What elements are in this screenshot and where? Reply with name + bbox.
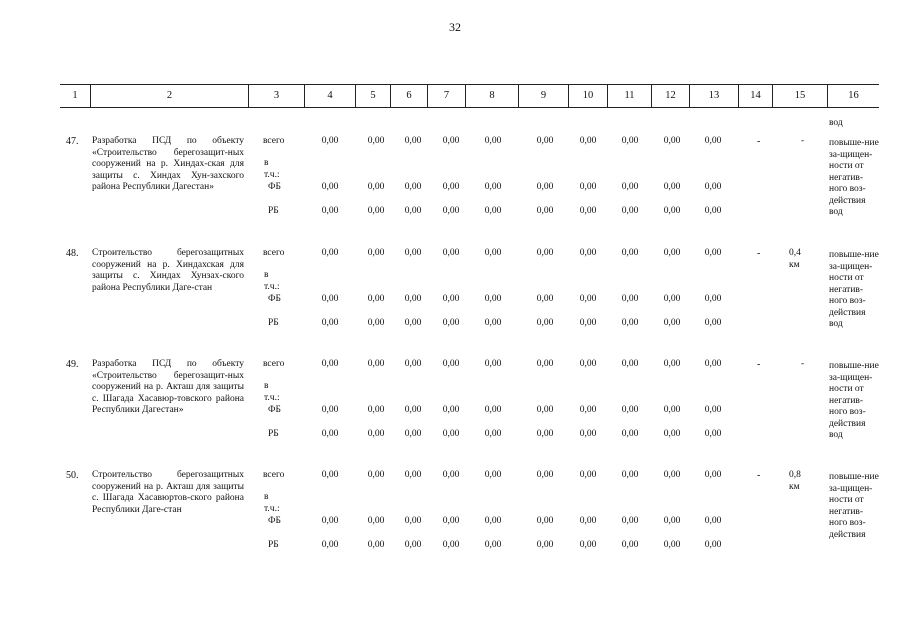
value-cell: 0,00 (367, 429, 385, 439)
row-label-1: в т.ч.: (264, 270, 280, 292)
col15-value: - (801, 359, 805, 369)
value-cell: 0,00 (442, 182, 460, 192)
row-label-3: РБ (268, 429, 279, 439)
value-cell: 0,00 (663, 182, 681, 192)
value-cell: 0,00 (704, 318, 722, 328)
col-header-3: 3 (248, 85, 304, 107)
col-header-4: 4 (304, 85, 355, 107)
value-cell: 0,00 (663, 248, 681, 258)
value-cell: 0,00 (442, 516, 460, 526)
value-cell: 0,00 (536, 294, 554, 304)
value-cell: 0,00 (621, 470, 639, 480)
value-cell: 0,00 (536, 516, 554, 526)
col-header-9: 9 (518, 85, 568, 107)
row-label-3: РБ (268, 318, 279, 328)
row-label-2: ФБ (268, 516, 281, 526)
value-cell: 0,00 (321, 516, 339, 526)
col-header-6: 6 (390, 85, 427, 107)
col-header-5: 5 (355, 85, 390, 107)
value-cell: 0,00 (704, 136, 722, 146)
value-cell: 0,00 (663, 516, 681, 526)
col14-value: - (757, 248, 761, 259)
value-cell: 0,00 (579, 318, 597, 328)
value-cell: 0,00 (442, 248, 460, 258)
value-cell: 0,00 (484, 248, 502, 258)
value-cell: 0,00 (321, 405, 339, 415)
value-cell: 0,00 (404, 206, 422, 216)
row-label-1: в т.ч.: (264, 381, 280, 403)
value-cell: 0,00 (484, 470, 502, 480)
value-cell: 0,00 (367, 359, 385, 369)
value-cell: 0,00 (442, 206, 460, 216)
value-cell: 0,00 (579, 470, 597, 480)
value-cell: 0,00 (442, 405, 460, 415)
value-cell: 0,00 (663, 318, 681, 328)
value-cell: 0,00 (536, 405, 554, 415)
value-cell: 0,00 (621, 182, 639, 192)
value-cell: 0,00 (704, 516, 722, 526)
value-cell: 0,00 (484, 294, 502, 304)
col-header-8: 8 (465, 85, 518, 107)
value-cell: 0,00 (621, 318, 639, 328)
value-cell: 0,00 (321, 248, 339, 258)
value-cell: 0,00 (579, 136, 597, 146)
value-cell: 0,00 (579, 516, 597, 526)
value-cell: 0,00 (579, 248, 597, 258)
value-cell: 0,00 (663, 136, 681, 146)
value-cell: 0,00 (442, 294, 460, 304)
value-cell: 0,00 (367, 318, 385, 328)
value-cell: 0,00 (704, 206, 722, 216)
value-cell: 0,00 (484, 540, 502, 550)
value-cell: 0,00 (367, 405, 385, 415)
value-cell: 0,00 (536, 470, 554, 480)
value-cell: 0,00 (404, 248, 422, 258)
col15-value: - (801, 136, 805, 146)
col-header-1: 1 (72, 90, 78, 101)
value-cell: 0,00 (321, 470, 339, 480)
value-cell: 0,00 (621, 359, 639, 369)
row-label-2: ФБ (268, 294, 281, 304)
col-header-14: 14 (738, 85, 772, 107)
value-cell: 0,00 (621, 294, 639, 304)
value-cell: 0,00 (579, 294, 597, 304)
value-cell: 0,00 (536, 540, 554, 550)
value-cell: 0,00 (704, 470, 722, 480)
col-header-16: 16 (827, 85, 879, 107)
value-cell: 0,00 (663, 405, 681, 415)
value-cell: 0,00 (621, 405, 639, 415)
value-cell: 0,00 (579, 429, 597, 439)
value-cell: 0,00 (484, 405, 502, 415)
value-cell: 0,00 (579, 182, 597, 192)
col-header-11: 11 (607, 85, 651, 107)
row-label-0: всего (263, 359, 285, 369)
value-cell: 0,00 (321, 182, 339, 192)
value-cell: 0,00 (536, 182, 554, 192)
value-cell: 0,00 (404, 405, 422, 415)
value-cell: 0,00 (621, 429, 639, 439)
row-index: 50. (66, 470, 79, 481)
value-cell: 0,00 (621, 206, 639, 216)
value-cell: 0,00 (579, 405, 597, 415)
value-cell: 0,00 (484, 318, 502, 328)
top-continuation: вод (829, 118, 843, 128)
row-result: повыше-ние за-щищен-ности от негатив-ного воз-действия вод (829, 138, 879, 217)
value-cell: 0,00 (321, 136, 339, 146)
value-cell: 0,00 (367, 470, 385, 480)
col-header-7: 7 (427, 85, 465, 107)
value-cell: 0,00 (484, 136, 502, 146)
row-label-2: ФБ (268, 405, 281, 415)
value-cell: 0,00 (536, 248, 554, 258)
value-cell: 0,00 (442, 318, 460, 328)
value-cell: 0,00 (579, 359, 597, 369)
row-description: Разработка ПСД по объекту «Строительство берегозащит-ных сооружений на р. Хиндах-ская для защиты с. Хиндах Хун-захского района Республики Дагестан» (92, 136, 244, 192)
row-label-3: РБ (268, 206, 279, 216)
value-cell: 0,00 (404, 540, 422, 550)
row-label-1: в т.ч.: (264, 158, 280, 180)
value-cell: 0,00 (663, 540, 681, 550)
value-cell: 0,00 (621, 136, 639, 146)
value-cell: 0,00 (663, 429, 681, 439)
value-cell: 0,00 (621, 516, 639, 526)
value-cell: 0,00 (704, 429, 722, 439)
value-cell: 0,00 (442, 470, 460, 480)
value-cell: 0,00 (442, 429, 460, 439)
row-label-3: РБ (268, 540, 279, 550)
value-cell: 0,00 (484, 359, 502, 369)
value-cell: 0,00 (404, 136, 422, 146)
value-cell: 0,00 (663, 294, 681, 304)
value-cell: 0,00 (442, 540, 460, 550)
value-cell: 0,00 (579, 540, 597, 550)
row-index: 47. (66, 136, 79, 147)
value-cell: 0,00 (663, 470, 681, 480)
value-cell: 0,00 (704, 405, 722, 415)
value-cell: 0,00 (484, 182, 502, 192)
value-cell: 0,00 (536, 359, 554, 369)
table-header (60, 84, 879, 108)
col15-value: 0,8 км (789, 470, 801, 492)
value-cell: 0,00 (404, 318, 422, 328)
row-description: Разработка ПСД по объекту «Строительство берегозащит-ных сооружений на р. Акташ для защиты с. Шагада Хасавюр-товского района Республики Дагестан» (92, 359, 244, 415)
row-label-0: всего (263, 470, 285, 480)
value-cell: 0,00 (404, 294, 422, 304)
row-label-1: в т.ч.: (264, 492, 280, 514)
value-cell: 0,00 (321, 318, 339, 328)
value-cell: 0,00 (367, 206, 385, 216)
row-label-0: всего (263, 136, 285, 146)
row-description: Строительство берегозащитных сооружений на р. Хиндахская для защиты с. Хиндах Хунзах-ского района Республики Даге-стан (92, 248, 244, 293)
value-cell: 0,00 (663, 206, 681, 216)
value-cell: 0,00 (704, 248, 722, 258)
row-result: повыше-ние за-щищен-ности от негатив-ного воз-действия вод (829, 361, 879, 440)
value-cell: 0,00 (321, 294, 339, 304)
value-cell: 0,00 (442, 136, 460, 146)
value-cell: 0,00 (404, 359, 422, 369)
row-index: 48. (66, 248, 79, 259)
value-cell: 0,00 (536, 429, 554, 439)
row-label-0: всего (263, 248, 285, 258)
value-cell: 0,00 (367, 182, 385, 192)
row-index: 49. (66, 359, 79, 370)
value-cell: 0,00 (579, 206, 597, 216)
value-cell: 0,00 (367, 248, 385, 258)
value-cell: 0,00 (704, 182, 722, 192)
value-cell: 0,00 (536, 206, 554, 216)
row-result: повыше-ние за-щищен-ности от негатив-ного воз-действия вод (829, 250, 879, 329)
value-cell: 0,00 (621, 248, 639, 258)
value-cell: 0,00 (404, 429, 422, 439)
value-cell: 0,00 (367, 540, 385, 550)
value-cell: 0,00 (621, 540, 639, 550)
col15-value: 0,4 км (789, 248, 801, 270)
value-cell: 0,00 (704, 359, 722, 369)
col-header-15: 15 (772, 85, 827, 107)
value-cell: 0,00 (704, 294, 722, 304)
col-header-12: 12 (651, 85, 689, 107)
row-label-2: ФБ (268, 182, 281, 192)
row-result: повыше-ние за-щищен-ности от негатив-ного воз-действия (829, 472, 879, 540)
page-number: 32 (449, 20, 461, 34)
col-header-2: 2 (90, 85, 248, 107)
col-header-10: 10 (568, 85, 607, 107)
value-cell: 0,00 (321, 540, 339, 550)
value-cell: 0,00 (321, 429, 339, 439)
col14-value: - (757, 359, 761, 370)
value-cell: 0,00 (404, 182, 422, 192)
value-cell: 0,00 (484, 429, 502, 439)
value-cell: 0,00 (484, 516, 502, 526)
col-header-13: 13 (689, 85, 738, 107)
value-cell: 0,00 (536, 136, 554, 146)
value-cell: 0,00 (484, 206, 502, 216)
row-description: Строительство берегозащитных сооружений на р. Акташ для защиты с. Шагада Хасавюртов-ского района Республики Даге-стан (92, 470, 244, 515)
value-cell: 0,00 (404, 516, 422, 526)
value-cell: 0,00 (321, 359, 339, 369)
value-cell: 0,00 (404, 470, 422, 480)
col14-value: - (757, 136, 761, 147)
value-cell: 0,00 (367, 294, 385, 304)
value-cell: 0,00 (704, 540, 722, 550)
col14-value: - (757, 470, 761, 481)
value-cell: 0,00 (536, 318, 554, 328)
value-cell: 0,00 (367, 516, 385, 526)
value-cell: 0,00 (442, 359, 460, 369)
value-cell: 0,00 (367, 136, 385, 146)
value-cell: 0,00 (663, 359, 681, 369)
value-cell: 0,00 (321, 206, 339, 216)
